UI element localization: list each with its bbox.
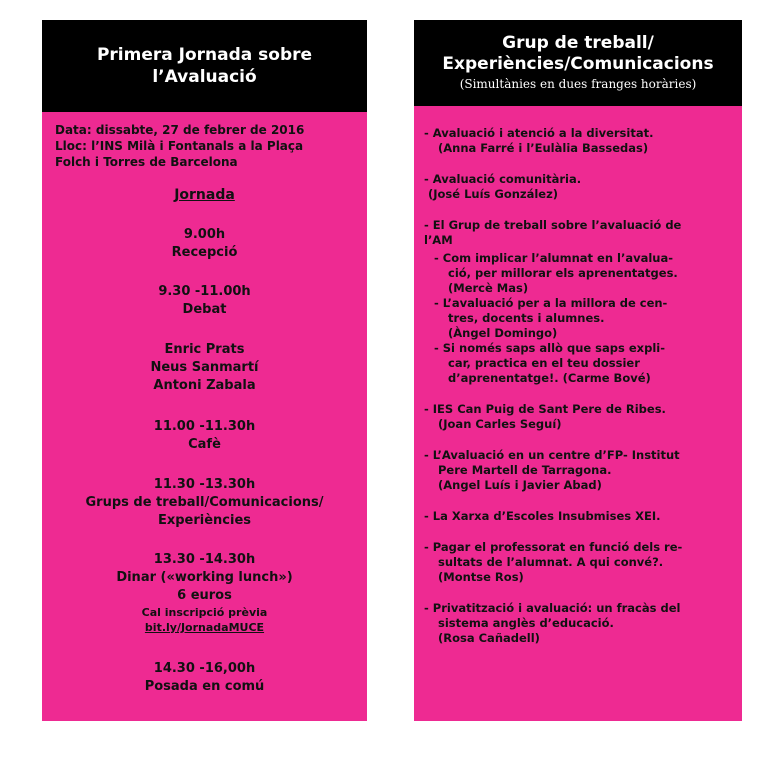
slot-time: 11.30 -13.30h — [153, 477, 256, 492]
slot-desc: Posada en comú — [144, 679, 265, 694]
left-title-line-1: Primera Jornada sobre — [96, 45, 313, 65]
left-header — [42, 20, 367, 112]
right-title-line-2: Experiències/Comunicacions — [442, 54, 714, 74]
schedule-slot — [42, 476, 367, 530]
list-item: - El Grup de treball sobre l’avaluació de l’AM - Com implicar l’alumnat en l’avalua- ció, per millorar els aprenentatges. (Mercè Mas) - L’avaluació per a la millora de cen- tres, docents i alumnes. (Àngel Domingo) - Si només saps allò que saps expli- car, practica en el teu dossier d’aprenentatge!. (Carme Bové) — [424, 218, 736, 386]
left-panel — [42, 20, 367, 721]
sub-item: - Com implicar l’alumnat en l’avalua- ció, per millorar els aprenentatges. (Mercè Mas) — [434, 251, 678, 295]
sub-item: - Si només saps allò que saps expli- car, practica en el teu dossier d’aprenentatge!. (Carme Bové) — [434, 341, 665, 385]
list-item: - Privatització i avaluació: un fracàs del sistema anglès d’educació. (Rosa Cañadell) — [424, 601, 681, 645]
right-panel — [414, 20, 742, 721]
right-title-line-1: Grup de treball/ — [502, 33, 654, 53]
right-subtitle: (Simultànies en dues franges horàries) — [459, 77, 697, 91]
sub-item: - L’avaluació per a la millora de cen- tres, docents i alumnes. (Àngel Domingo) — [434, 296, 668, 340]
slot-time: 13.30 -14.30h — [153, 552, 256, 567]
schedule-slot — [42, 418, 367, 454]
slot-desc: Dinar («working lunch») — [116, 570, 293, 585]
event-info — [55, 122, 304, 170]
jornada-heading: Jornada — [174, 187, 235, 203]
event-place-2: Folch i Torres de Barcelona — [55, 155, 238, 169]
event-place-1: Lloc: l’INS Milà i Fontanals a la Plaça — [55, 139, 304, 153]
slot-desc: Experiències — [157, 513, 252, 528]
list-item: - Avaluació comunitària. (José Luís González) — [424, 172, 582, 201]
slot-desc: Cafè — [188, 437, 221, 452]
list-item: - L’Avaluació en un centre d’FP- Institut Pere Martell de Tarragona. (Angel Luís i Javier Abad) — [424, 448, 680, 492]
left-title-line-2: l’Avaluació — [152, 67, 257, 87]
slot-desc: Grups de treball/Comunicacions/ — [85, 495, 324, 510]
schedule-slot — [42, 551, 367, 635]
speaker-name: Enric Prats — [164, 342, 245, 357]
speaker-name: Neus Sanmartí — [150, 360, 259, 375]
event-date: Data: dissabte, 27 de febrer de 2016 — [55, 123, 305, 137]
list-item: - La Xarxa d’Escoles Insubmises XEI. — [424, 509, 661, 523]
slot-desc: Recepció — [171, 245, 238, 260]
slot-time: 14.30 -16,00h — [153, 661, 256, 676]
registration-note: Cal inscripció prèvia — [141, 606, 268, 619]
slot-desc: Debat — [182, 302, 227, 317]
workshop-list — [424, 126, 736, 662]
right-header — [414, 20, 742, 106]
slot-time: 9.30 -11.00h — [158, 284, 251, 299]
list-item: - Pagar el professorat en funció dels re- sultats de l’alumnat. A qui convé?. (Montse Ros) — [424, 540, 683, 584]
slot-time: 11.00 -11.30h — [153, 419, 256, 434]
slot-time: 9.00h — [183, 227, 226, 242]
slot-desc: 6 euros — [177, 588, 232, 603]
speakers — [42, 341, 367, 395]
speaker-name: Antoni Zabala — [153, 378, 256, 393]
list-item: - Avaluació i atenció a la diversitat. (Anna Farré i l’Eulàlia Bassedas) — [424, 126, 654, 155]
schedule-slot — [42, 283, 367, 319]
list-item: - IES Can Puig de Sant Pere de Ribes. (Joan Carles Seguí) — [424, 402, 666, 431]
schedule-slot — [42, 226, 367, 262]
registration-link[interactable]: bit.ly/JornadaMUCE — [144, 621, 265, 634]
schedule-slot — [42, 660, 367, 696]
